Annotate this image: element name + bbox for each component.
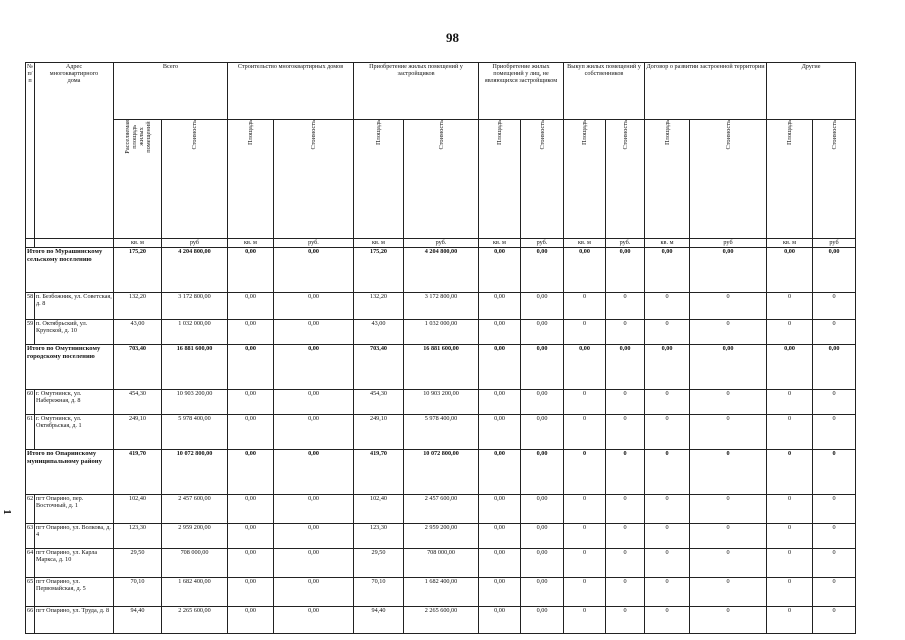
value-cell: 3 172 800,00 [404, 293, 479, 320]
value-cell: 0,00 [521, 415, 564, 450]
value-cell: 0,00 [274, 248, 354, 293]
value-cell: 0 [564, 524, 606, 549]
unit-label: руб. [521, 239, 564, 248]
header-sub: Стоимость [690, 120, 767, 239]
value-cell: 0 [606, 524, 645, 549]
value-cell: 0 [767, 450, 813, 495]
value-cell: 0,00 [274, 345, 354, 390]
header-sub: Стоимость [162, 120, 228, 239]
value-cell: 0,00 [645, 248, 690, 293]
value-cell: 708 000,00 [404, 549, 479, 578]
header-sub-row [26, 120, 856, 239]
value-cell: 0,00 [479, 248, 521, 293]
value-cell: 0,00 [228, 415, 274, 450]
value-cell: 454,30 [354, 390, 404, 415]
value-cell: 0 [813, 524, 856, 549]
unit-label: руб [162, 239, 228, 248]
value-cell: 102,40 [114, 495, 162, 524]
value-cell: 0 [645, 578, 690, 607]
value-cell: 43,00 [114, 320, 162, 345]
subtotal-label: Итого по Мурашинскому сельскому поселению [26, 248, 114, 293]
unit-label: руб. [274, 239, 354, 248]
row-number: 62 [26, 495, 35, 524]
value-cell: 0,00 [228, 293, 274, 320]
value-cell: 0,00 [521, 293, 564, 320]
value-cell: 0 [767, 524, 813, 549]
value-cell: 703,40 [114, 345, 162, 390]
value-cell: 0,00 [767, 345, 813, 390]
value-cell: 0 [606, 450, 645, 495]
margin-mark: 1 [0, 509, 13, 515]
value-cell: 249,10 [114, 415, 162, 450]
value-cell: 2 265 600,00 [162, 607, 228, 634]
value-cell: 0 [564, 607, 606, 634]
unit-label: кв. м [564, 239, 606, 248]
table-body [26, 248, 856, 634]
row-number: 63 [26, 524, 35, 549]
unit-label: кв. м [228, 239, 274, 248]
value-cell: 132,20 [354, 293, 404, 320]
value-cell: 10 072 800,00 [162, 450, 228, 495]
value-cell: 3 172 800,00 [162, 293, 228, 320]
value-cell: 0,00 [228, 345, 274, 390]
value-cell: 0,00 [228, 495, 274, 524]
table-row [26, 390, 856, 415]
value-cell: 0,00 [521, 607, 564, 634]
value-cell: 0 [645, 450, 690, 495]
value-cell: 0,00 [521, 248, 564, 293]
value-cell: 0,00 [228, 320, 274, 345]
table-row [26, 607, 856, 634]
row-number: 60 [26, 390, 35, 415]
row-number: 64 [26, 549, 35, 578]
value-cell: 5 978 400,00 [404, 415, 479, 450]
value-cell: 0,00 [228, 578, 274, 607]
value-cell: 0,00 [690, 248, 767, 293]
value-cell: 0 [564, 495, 606, 524]
value-cell: 0,00 [274, 390, 354, 415]
address-cell: пгт Опарино, ул. Волкова, д. 4 [35, 524, 114, 549]
value-cell: 1 032 000,00 [162, 320, 228, 345]
header-sub: Площадь [645, 120, 690, 239]
header-group-construction: Строительство многоквартирных домов [228, 63, 354, 120]
value-cell: 94,40 [114, 607, 162, 634]
value-cell: 70,10 [354, 578, 404, 607]
unit-label: кв. м [479, 239, 521, 248]
value-cell: 0,00 [479, 495, 521, 524]
value-cell: 0 [813, 415, 856, 450]
value-cell: 0,00 [274, 495, 354, 524]
value-cell: 0,00 [228, 450, 274, 495]
table-row [26, 549, 856, 578]
address-cell: пгт Опарино, ул. Карла Маркса, д. 10 [35, 549, 114, 578]
header-group-total: Всего [114, 63, 228, 120]
value-cell: 1 682 400,00 [404, 578, 479, 607]
unit-label: кв. м [645, 239, 690, 248]
address-cell: п. Октябрьский, ул. Крупской, д. 10 [35, 320, 114, 345]
value-cell: 0,00 [228, 390, 274, 415]
value-cell: 0,00 [274, 293, 354, 320]
value-cell: 0,00 [228, 524, 274, 549]
header-group-purchase-developers: Приобретение жилых помещений у застройщиков [354, 63, 479, 120]
value-cell: 123,30 [354, 524, 404, 549]
value-cell: 0 [813, 320, 856, 345]
header-sub: Расселяемая площадь жилых помещений [114, 120, 162, 239]
value-cell: 0 [645, 293, 690, 320]
unit-label: руб [690, 239, 767, 248]
value-cell: 0,00 [521, 495, 564, 524]
header-sub: Стоимость [404, 120, 479, 239]
value-cell: 0 [564, 320, 606, 345]
value-cell: 0,00 [564, 248, 606, 293]
value-cell: 0,00 [521, 549, 564, 578]
value-cell: 0,00 [521, 390, 564, 415]
value-cell: 0,00 [274, 450, 354, 495]
value-cell: 0,00 [479, 390, 521, 415]
value-cell: 0 [564, 293, 606, 320]
value-cell: 0 [606, 320, 645, 345]
value-cell: 0 [813, 607, 856, 634]
value-cell: 0 [564, 450, 606, 495]
value-cell: 0,00 [274, 415, 354, 450]
address-cell: пгт Опарино, пер. Восточный, д. 1 [35, 495, 114, 524]
page-number: 98 [446, 30, 459, 45]
address-cell: п. Безбожник, ул. Советская, д. 8 [35, 293, 114, 320]
value-cell: 249,10 [354, 415, 404, 450]
header-group-development-agreement: Договор о развитии застроенной территории [645, 63, 767, 120]
value-cell: 0 [767, 390, 813, 415]
value-cell: 102,40 [354, 495, 404, 524]
value-cell: 0 [645, 607, 690, 634]
value-cell: 94,40 [354, 607, 404, 634]
value-cell: 0,00 [274, 607, 354, 634]
unit-blank [26, 239, 35, 248]
value-cell: 0 [564, 578, 606, 607]
row-number: 58 [26, 293, 35, 320]
value-cell: 0,00 [521, 345, 564, 390]
value-cell: 0,00 [228, 549, 274, 578]
value-cell: 0 [690, 495, 767, 524]
unit-label: руб [813, 239, 856, 248]
value-cell: 0 [690, 524, 767, 549]
unit-label: руб. [606, 239, 645, 248]
header-sub: Стоимость [521, 120, 564, 239]
value-cell: 0 [645, 390, 690, 415]
value-cell: 70,10 [114, 578, 162, 607]
unit-label: руб. [404, 239, 479, 248]
value-cell: 0 [690, 450, 767, 495]
value-cell: 0 [767, 549, 813, 578]
resettlement-table [25, 62, 856, 634]
subtotal-label: Итого по Омутнинскому городскому поселению [26, 345, 114, 390]
header-sub: Площадь [564, 120, 606, 239]
value-cell: 0 [690, 415, 767, 450]
subtotal-row [26, 248, 856, 293]
value-cell: 0,00 [521, 320, 564, 345]
value-cell: 0 [767, 578, 813, 607]
header-group-purchase-non-developers: Приобретение жилых помещений у лиц, не являющихся застройщиком [479, 63, 564, 120]
row-number: 66 [26, 607, 35, 634]
header-sub: Стоимость [274, 120, 354, 239]
value-cell: 4 204 800,00 [162, 248, 228, 293]
value-cell: 123,30 [114, 524, 162, 549]
value-cell: 0 [606, 495, 645, 524]
value-cell: 0 [690, 607, 767, 634]
address-cell: г. Омутнинск, ул. Набережная, д. 8 [35, 390, 114, 415]
unit-label: кв. м [114, 239, 162, 248]
value-cell: 0,00 [479, 415, 521, 450]
value-cell: 0 [690, 320, 767, 345]
value-cell: 0 [813, 390, 856, 415]
subtotal-label: Итого по Опаринскому муниципальному району [26, 450, 114, 495]
value-cell: 4 204 800,00 [404, 248, 479, 293]
value-cell: 0 [564, 415, 606, 450]
header-sub: Стоимость [813, 120, 856, 239]
value-cell: 0,00 [274, 524, 354, 549]
value-cell: 0 [564, 390, 606, 415]
value-cell: 5 978 400,00 [162, 415, 228, 450]
header-group-buyout: Выкуп жилых помещений у собственников [564, 63, 645, 120]
value-cell: 0 [606, 578, 645, 607]
header-sub: Площадь [479, 120, 521, 239]
value-cell: 0 [645, 415, 690, 450]
address-cell: пгт Опарино, ул. Труда, д. 8 [35, 607, 114, 634]
value-cell: 2 457 600,00 [404, 495, 479, 524]
value-cell: 0,00 [521, 450, 564, 495]
value-cell: 0,00 [813, 248, 856, 293]
value-cell: 0 [813, 578, 856, 607]
value-cell: 0,00 [479, 450, 521, 495]
value-cell: 0 [813, 495, 856, 524]
value-cell: 0,00 [690, 345, 767, 390]
value-cell: 0 [564, 549, 606, 578]
value-cell: 1 682 400,00 [162, 578, 228, 607]
subtotal-row [26, 450, 856, 495]
address-cell: пгт Опарино, ул. Первомайская, д. 5 [35, 578, 114, 607]
value-cell: 2 457 600,00 [162, 495, 228, 524]
value-cell: 0 [645, 549, 690, 578]
value-cell: 0,00 [274, 578, 354, 607]
value-cell: 0 [606, 390, 645, 415]
value-cell: 0 [606, 293, 645, 320]
unit-label: кв. м [354, 239, 404, 248]
value-cell: 1 032 000,00 [404, 320, 479, 345]
value-cell: 0,00 [228, 607, 274, 634]
value-cell: 0 [645, 320, 690, 345]
header-sub: Площадь [354, 120, 404, 239]
value-cell: 2 265 600,00 [404, 607, 479, 634]
value-cell: 0 [813, 450, 856, 495]
header-address: Адрес многоквартирного дома [35, 63, 114, 239]
value-cell: 0,00 [479, 549, 521, 578]
unit-label: кв. м [767, 239, 813, 248]
value-cell: 0 [606, 607, 645, 634]
value-cell: 0,00 [645, 345, 690, 390]
value-cell: 454,30 [114, 390, 162, 415]
value-cell: 703,40 [354, 345, 404, 390]
value-cell: 0,00 [606, 345, 645, 390]
value-cell: 10 903 200,00 [162, 390, 228, 415]
value-cell: 0 [767, 320, 813, 345]
value-cell: 0,00 [813, 345, 856, 390]
header-sub: Площадь [228, 120, 274, 239]
header-unit-row [26, 239, 856, 248]
value-cell: 0 [767, 415, 813, 450]
value-cell: 0 [690, 578, 767, 607]
value-cell: 10 072 800,00 [404, 450, 479, 495]
row-number: 59 [26, 320, 35, 345]
value-cell: 419,70 [114, 450, 162, 495]
row-number: 65 [26, 578, 35, 607]
value-cell: 0,00 [521, 578, 564, 607]
value-cell: 0,00 [479, 607, 521, 634]
table-row [26, 495, 856, 524]
header-sub: Стоимость [606, 120, 645, 239]
value-cell: 0,00 [274, 549, 354, 578]
value-cell: 2 959 200,00 [162, 524, 228, 549]
header-sub: Площадь [767, 120, 813, 239]
value-cell: 0 [606, 549, 645, 578]
value-cell: 0 [645, 495, 690, 524]
value-cell: 0,00 [274, 320, 354, 345]
value-cell: 29,50 [114, 549, 162, 578]
value-cell: 16 881 600,00 [162, 345, 228, 390]
value-cell: 0,00 [479, 524, 521, 549]
value-cell: 0,00 [606, 248, 645, 293]
value-cell: 0,00 [564, 345, 606, 390]
value-cell: 0 [813, 549, 856, 578]
value-cell: 0 [690, 549, 767, 578]
value-cell: 29,50 [354, 549, 404, 578]
value-cell: 175,20 [114, 248, 162, 293]
table-row [26, 293, 856, 320]
value-cell: 0 [767, 495, 813, 524]
table-row [26, 578, 856, 607]
value-cell: 0 [606, 415, 645, 450]
value-cell: 16 881 600,00 [404, 345, 479, 390]
value-cell: 175,20 [354, 248, 404, 293]
value-cell: 0,00 [479, 578, 521, 607]
value-cell: 43,00 [354, 320, 404, 345]
value-cell: 0 [813, 293, 856, 320]
value-cell: 2 959 200,00 [404, 524, 479, 549]
value-cell: 0 [645, 524, 690, 549]
value-cell: 132,20 [114, 293, 162, 320]
value-cell: 0,00 [479, 293, 521, 320]
value-cell: 10 903 200,00 [404, 390, 479, 415]
header-group-row [26, 63, 856, 120]
address-cell: г. Омутнинск, ул. Октябрьская, д. 1 [35, 415, 114, 450]
table-row [26, 415, 856, 450]
value-cell: 0,00 [479, 320, 521, 345]
subtotal-row [26, 345, 856, 390]
table-row [26, 320, 856, 345]
value-cell: 0 [690, 390, 767, 415]
table-row [26, 524, 856, 549]
value-cell: 419,70 [354, 450, 404, 495]
value-cell: 0 [767, 293, 813, 320]
value-cell: 0 [690, 293, 767, 320]
unit-blank [35, 239, 114, 248]
value-cell: 0,00 [479, 345, 521, 390]
value-cell: 0,00 [521, 524, 564, 549]
value-cell: 708 000,00 [162, 549, 228, 578]
header-num: № п/п [26, 63, 35, 239]
row-number: 61 [26, 415, 35, 450]
value-cell: 0 [767, 607, 813, 634]
value-cell: 0,00 [767, 248, 813, 293]
header-group-other: Другие [767, 63, 856, 120]
value-cell: 0,00 [228, 248, 274, 293]
